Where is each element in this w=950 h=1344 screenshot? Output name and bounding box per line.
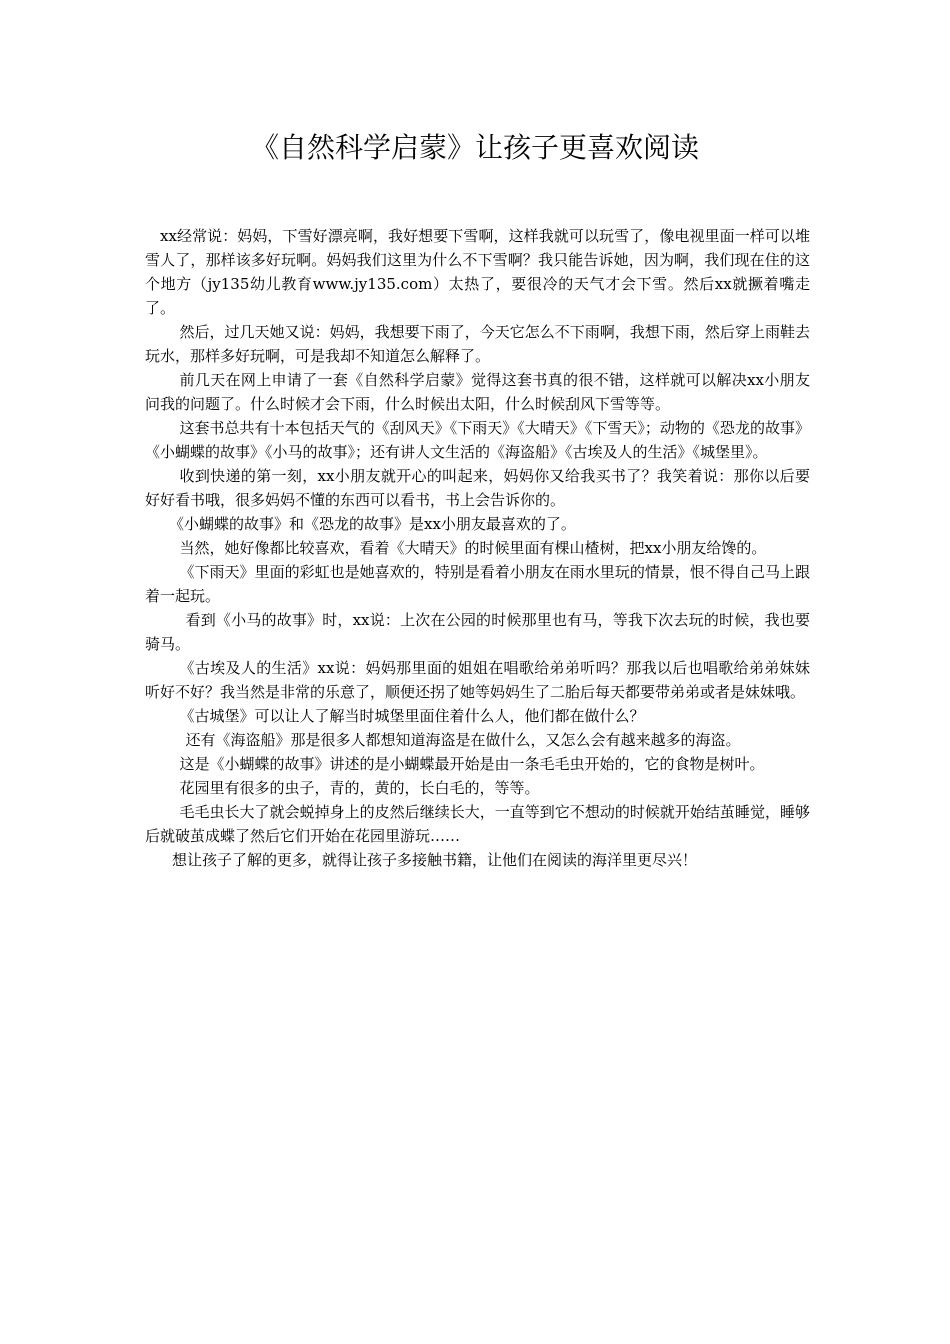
paragraph-6: 《小蝴蝶的故事》和《恐龙的故事》是xx小朋友最喜欢的了。 [169,515,576,533]
document-body [145,224,810,872]
paragraph-8: 《下雨天》里面的彩虹也是她喜欢的，特别是看着小朋友在雨水里玩的情景，恨不得自己马上跟着一起玩。 [145,563,810,605]
paragraph-1: xx经常说：妈妈，下雪好漂亮啊，我好想要下雪啊，这样我就可以玩雪了，像电视里面一样可以堆雪人了，那样该多好玩啊。妈妈我们这里为什么不下雪啊？我只能告诉她，因为啊，我们现在住的这个地方（jy135幼儿教育www.jy135.com）太热了，要很冷的天气才会下雪。然后xx就撅着嘴走了。 [145,227,810,317]
paragraph-13: 这是《小蝴蝶的故事》讲述的是小蝴蝶最开始是由一条毛毛虫开始的，它的食物是树叶。 [179,755,765,773]
paragraph-9: 看到《小马的故事》时，xx说：上次在公园的时候那里也有马，等我下次去玩的时候，我也要骑马。 [145,611,810,653]
paragraph-16: 想让孩子了解的更多，就得让孩子多接触书籍，让他们在阅读的海洋里更尽兴！ [172,851,698,869]
paragraph-4: 这套书总共有十本包括天气的《刮风天》《下雨天》《大晴天》《下雪天》；动物的《恐龙的故事》《小蝴蝶的故事》《小马的故事》；还有讲人文生活的《海盗船》《古埃及人的生活》《城堡里》。 [145,419,810,461]
paragraph-2: 然后，过几天她又说：妈妈，我想要下雨了，今天它怎么不下雨啊，我想下雨，然后穿上雨鞋去玩水，那样多好玩啊，可是我却不知道怎么解释了。 [145,323,810,365]
paragraph-5: 收到快递的第一刻，xx小朋友就开心的叫起来，妈妈你又给我买书了？我笑着说：那你以后要好好看书哦，很多妈妈不懂的东西可以看书，书上会告诉你的。 [145,467,810,509]
paragraph-12: 还有《海盗船》那是很多人都想知道海盗是在做什么，又怎么会有越来越多的海盗。 [185,731,741,749]
paragraph-3: 前几天在网上申请了一套《自然科学启蒙》觉得这套书真的很不错，这样就可以解决xx小朋友问我的问题了。什么时候才会下雨，什么时候出太阳，什么时候刮风下雪等等。 [145,371,810,413]
paragraph-14: 花园里有很多的虫子，青的，黄的，长白毛的，等等。 [179,779,540,797]
paragraph-11: 《古城堡》可以让人了解当时城堡里面住着什么人，他们都在做什么？ [179,707,645,725]
document-title: 《自然科学启蒙》让孩子更喜欢阅读 [250,131,699,164]
paragraph-7: 当然，她好像都比较喜欢，看着《大晴天》的时候里面有棵山楂树，把xx小朋友给馋的。 [179,539,767,557]
paragraph-10: 《古埃及人的生活》xx说：妈妈那里面的姐姐在唱歌给弟弟听吗？那我以后也唱歌给弟弟妹妹听好不好？我当然是非常的乐意了，顺便还拐了她等妈妈生了二胎后每天都要带弟弟或者是妹妹哦。 [145,659,810,701]
paragraph-15: 毛毛虫长大了就会蜕掉身上的皮然后继续长大，一直等到它不想动的时候就开始结茧睡觉，睡够后就破茧成蝶了然后它们开始在花园里游玩…… [145,803,810,845]
